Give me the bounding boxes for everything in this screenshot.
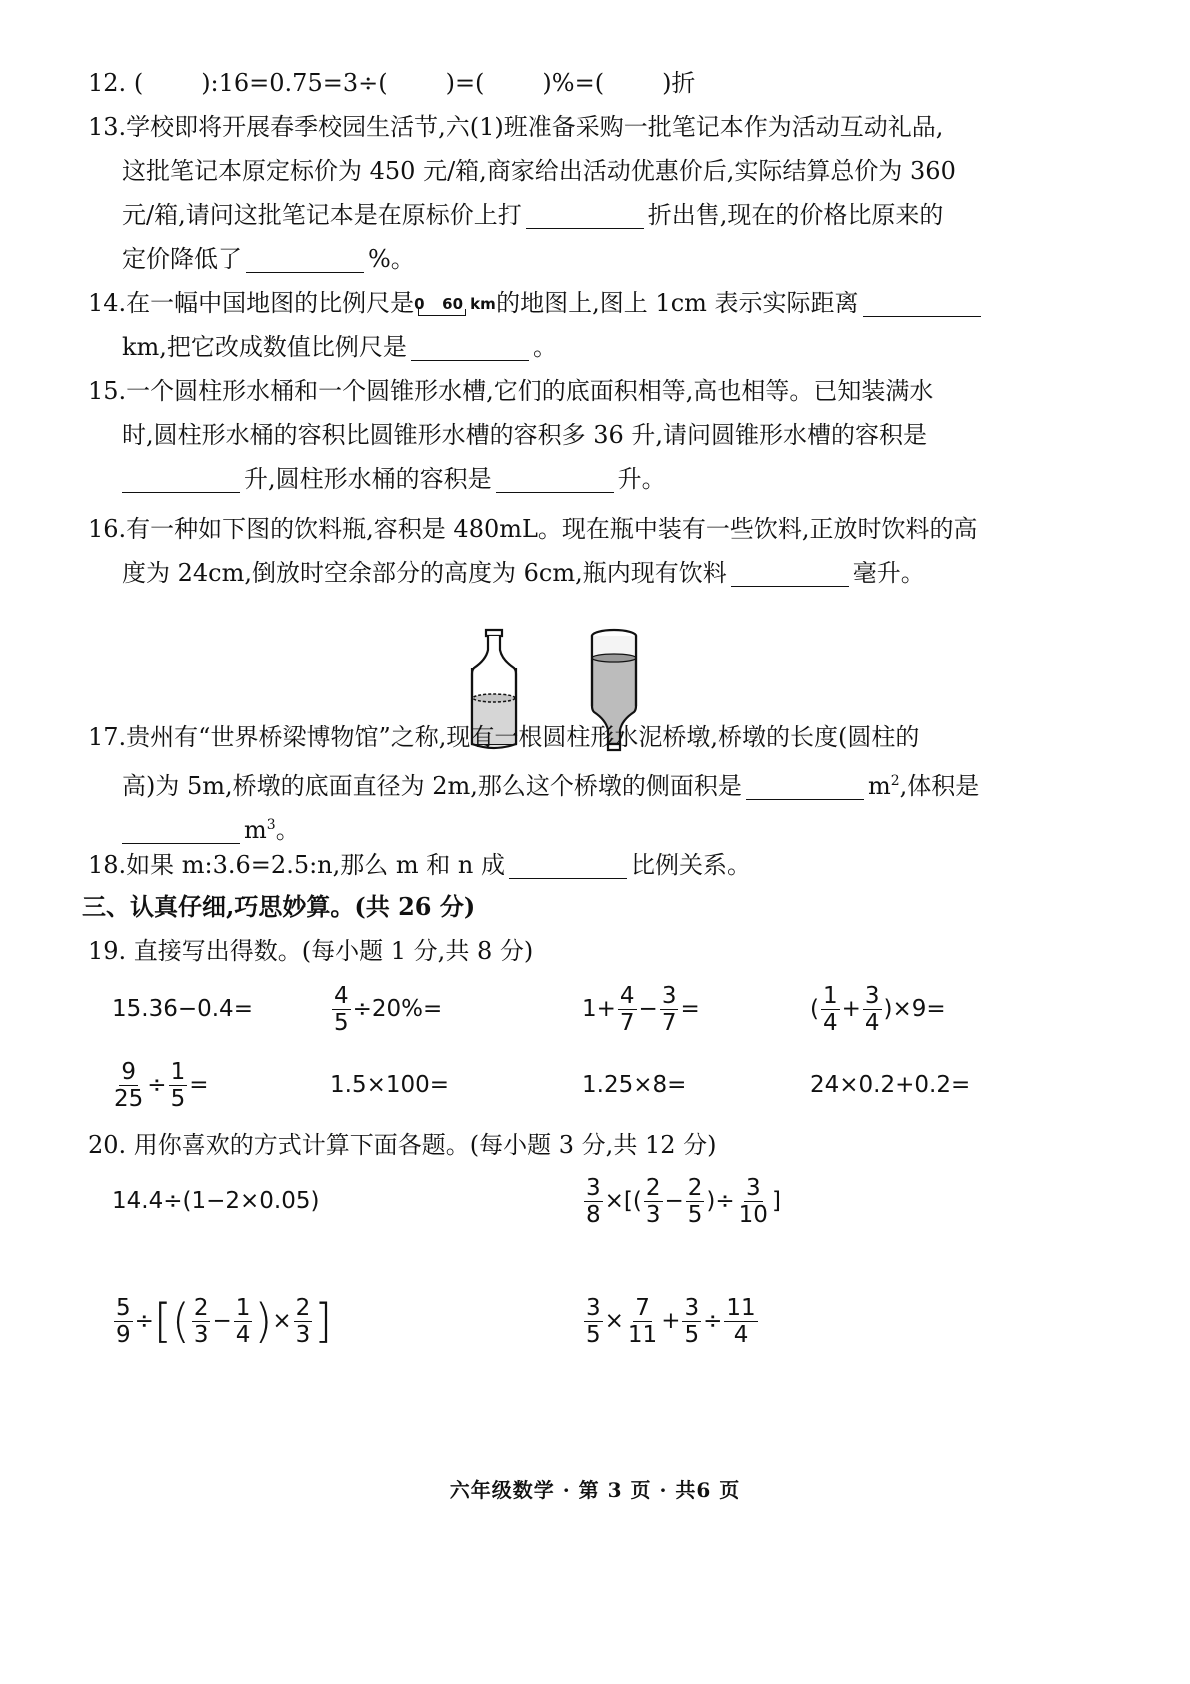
- calc-item-3: 1+ $\frac{4}{7}$ − $\frac{3}{7}$ =: [582, 982, 700, 1036]
- expression-4: $\frac{3}{5}$ × $\frac{7}{11}$ + $\frac{3}{5}$ ÷ $\frac{11}{4}$: [586, 1294, 756, 1348]
- section-3-heading: 三、认真仔细,巧思妙算。(共 26 分): [82, 892, 476, 921]
- answer-blank[interactable]: [746, 773, 864, 800]
- calc-item-1: 15.36−0.4=: [112, 996, 253, 1022]
- answer-blank[interactable]: [526, 202, 644, 229]
- question-13-line-1: 13.学校即将开展春季校园生活节,六(1)班准备采购一批笔记本作为活动互动礼品,: [88, 113, 944, 141]
- question-18: 18.如果 m:3.6=2.5:n,那么 m 和 n 成 比例关系。: [88, 851, 751, 879]
- question-13-line-3: 元/箱,请问这批笔记本是在原标价上打 折出售,现在的价格比原来的: [122, 201, 944, 229]
- question-number: 15.: [88, 377, 127, 405]
- question-16-line-1: 16.有一种如下图的饮料瓶,容积是 480mL。现在瓶中装有一些饮料,正放时饮料的高: [88, 515, 978, 543]
- calc-item-7: 1.25×8=: [582, 1072, 687, 1098]
- calc-item-6: 1.5×100=: [330, 1072, 450, 1098]
- question-15-line-1: 15.一个圆柱形水桶和一个圆锥形水槽,它们的底面积相等,高也相等。已知装满水: [88, 377, 934, 405]
- calc-item-5: $\frac{9}{25}$ ÷ $\frac{1}{5}$ =: [114, 1058, 209, 1112]
- calc-item-8: 24×0.2+0.2=: [810, 1072, 971, 1098]
- question-17-line-2: 高)为 5m,桥墩的底面直径为 2m,那么这个桥墩的侧面积是 $m^2$,体积是: [122, 772, 980, 800]
- answer-blank[interactable]: [122, 466, 240, 493]
- line-scale-bar: 0 60 km: [414, 287, 496, 317]
- question-17-line-1: 17.贵州有“世界桥梁博物馆”之称,现有一根圆柱形水泥桥墩,桥墩的长度(圆柱的: [88, 723, 920, 751]
- calc-item-2: $\frac{4}{5}$ ÷20%=: [334, 982, 443, 1036]
- question-number: 13.: [88, 113, 127, 141]
- question-13-line-2: 这批笔记本原定标价为 450 元/箱,商家给出活动优惠价后,实际结算总价为 360: [122, 157, 956, 185]
- answer-blank[interactable]: [246, 246, 364, 273]
- question-14-line-2: km,把它改成数值比例尺是 。: [122, 333, 557, 361]
- page-footer: 六年级数学 · 第 3 页 · 共6 页: [449, 1478, 741, 1502]
- question-12: 12. ( ):16=0.75=3÷( )=( )%=( )折: [88, 69, 696, 97]
- question-number: 17.: [88, 723, 127, 751]
- question-14-line-1: 14.在一幅中国地图的比例尺是 0 60 km 的地图上,图上 1cm 表示实际距离: [88, 286, 1048, 320]
- calc-item-4: ( $\frac{1}{4}$ + $\frac{3}{4}$ )×9=: [810, 982, 946, 1036]
- question-number: 16.: [88, 515, 127, 543]
- expression-1: 14.4÷(1−2×0.05): [112, 1188, 320, 1214]
- question-20-title: 20. 用你喜欢的方式计算下面各题。(每小题 3 分,共 12 分): [88, 1131, 717, 1159]
- answer-blank[interactable]: [509, 852, 627, 879]
- question-15-line-3: 升,圆柱形水桶的容积是 升。: [122, 462, 1082, 496]
- question-17-line-3: $m^3$。: [122, 808, 1082, 847]
- question-16-line-2: 度为 24cm,倒放时空余部分的高度为 6cm,瓶内现有饮料 毫升。: [122, 559, 925, 587]
- answer-blank[interactable]: [411, 334, 529, 361]
- expression-2: $\frac{3}{8}$ ×[( $\frac{2}{3}$ − $\frac{2}{5}$ )÷ $\frac{3}{10}$ ]: [586, 1174, 781, 1228]
- question-19-title: 19. 直接写出得数。(每小题 1 分,共 8 分): [88, 937, 534, 965]
- question-number: 18.: [88, 851, 127, 879]
- expression-3: $\frac{5}{9}$ ÷ [ ( $\frac{2}{3}$ − $\frac{1}{4}$ ) × $\frac{2}{3}$ ]: [116, 1294, 333, 1348]
- answer-blank[interactable]: [496, 466, 614, 493]
- question-13-line-4: 定价降低了 %。: [122, 245, 415, 273]
- answer-blank[interactable]: [863, 290, 981, 317]
- answer-blank[interactable]: [122, 817, 240, 844]
- answer-blank[interactable]: [731, 560, 849, 587]
- question-number: 14.: [88, 289, 127, 317]
- question-number: 12.: [88, 69, 127, 97]
- question-15-line-2: 时,圆柱形水桶的容积比圆锥形水槽的容积多 36 升,请问圆锥形水槽的容积是: [122, 421, 928, 449]
